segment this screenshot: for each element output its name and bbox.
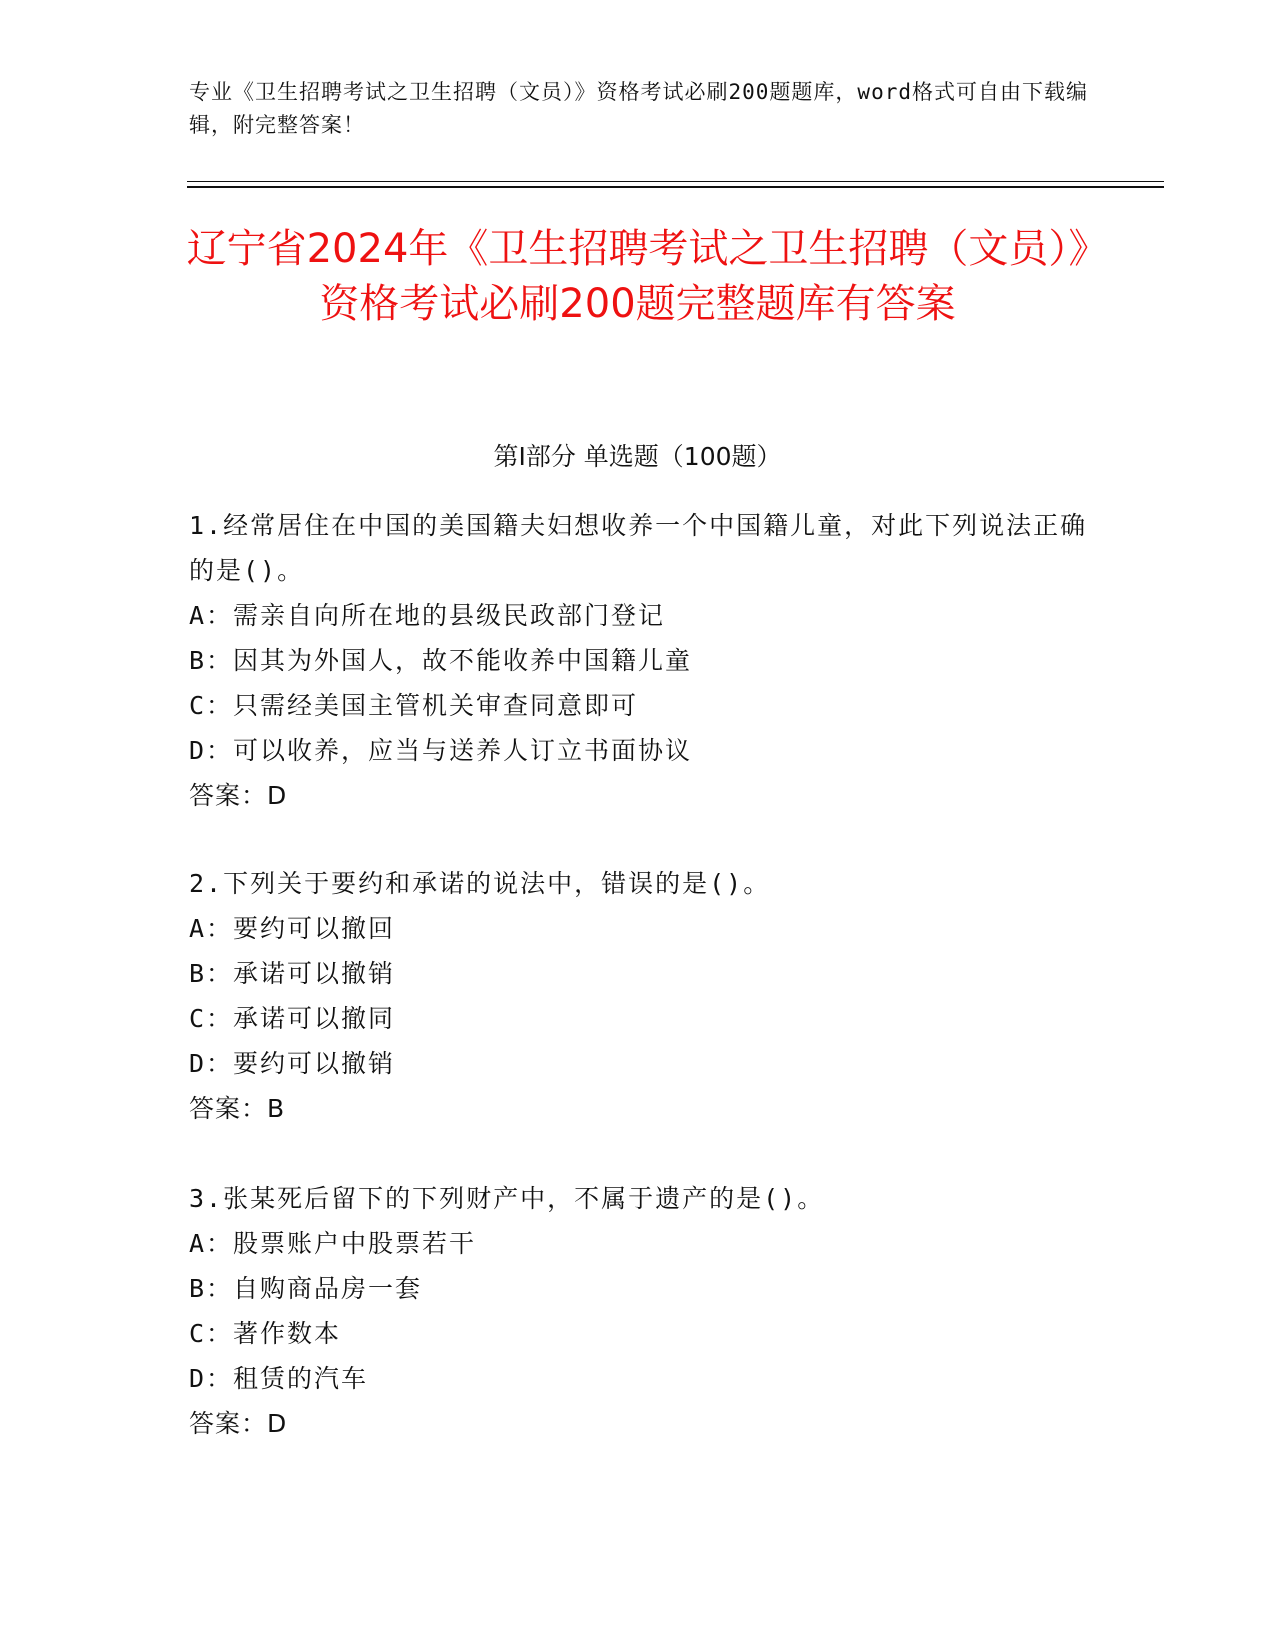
question-stem: 2.下列关于要约和承诺的说法中，错误的是()。 xyxy=(189,869,771,898)
header-divider-thin xyxy=(187,181,1164,182)
question-2 xyxy=(189,861,1089,1131)
option-d: D：要约可以撤销 xyxy=(189,1049,396,1078)
header-divider-thick xyxy=(187,186,1164,188)
option-c: C：只需经美国主管机关审查同意即可 xyxy=(189,691,639,720)
question-1 xyxy=(189,503,1089,818)
answer-label: 答案：B xyxy=(189,1094,286,1123)
option-a: A：股票账户中股票若干 xyxy=(189,1229,477,1258)
question-stem: 1.经常居住在中国的美国籍夫妇想收养一个中国籍儿童，对此下列说法正确的是()。 xyxy=(189,511,1088,585)
option-b: B：自购商品房一套 xyxy=(189,1274,423,1303)
option-a: A：需亲自向所在地的县级民政部门登记 xyxy=(189,601,666,630)
option-c: C：著作数本 xyxy=(189,1319,342,1348)
section-heading: 第I部分 单选题（100题） xyxy=(493,442,782,471)
option-d: D：租赁的汽车 xyxy=(189,1364,369,1393)
option-b: B：因其为外国人，故不能收养中国籍儿童 xyxy=(189,646,693,675)
question-3 xyxy=(189,1176,1089,1446)
option-d: D：可以收养，应当与送养人订立书面协议 xyxy=(189,736,693,765)
option-b: B：承诺可以撤销 xyxy=(189,959,396,988)
option-a: A：要约可以撤回 xyxy=(189,914,396,943)
answer-label: 答案：D xyxy=(189,781,288,810)
question-stem: 3.张某死后留下的下列财产中，不属于遗产的是()。 xyxy=(189,1184,825,1213)
document-title: 辽宁省2024年《卫生招聘考试之卫生招聘（文员）》资格考试必刷200题完整题库有答案 xyxy=(186,226,1089,327)
option-c: C：承诺可以撤同 xyxy=(189,1004,396,1033)
answer-label: 答案：D xyxy=(189,1409,288,1438)
header-note: 专业《卫生招聘考试之卫生招聘（文员）》资格考试必刷200题题库，word格式可自由下载编辑，附完整答案！ xyxy=(189,80,1088,137)
